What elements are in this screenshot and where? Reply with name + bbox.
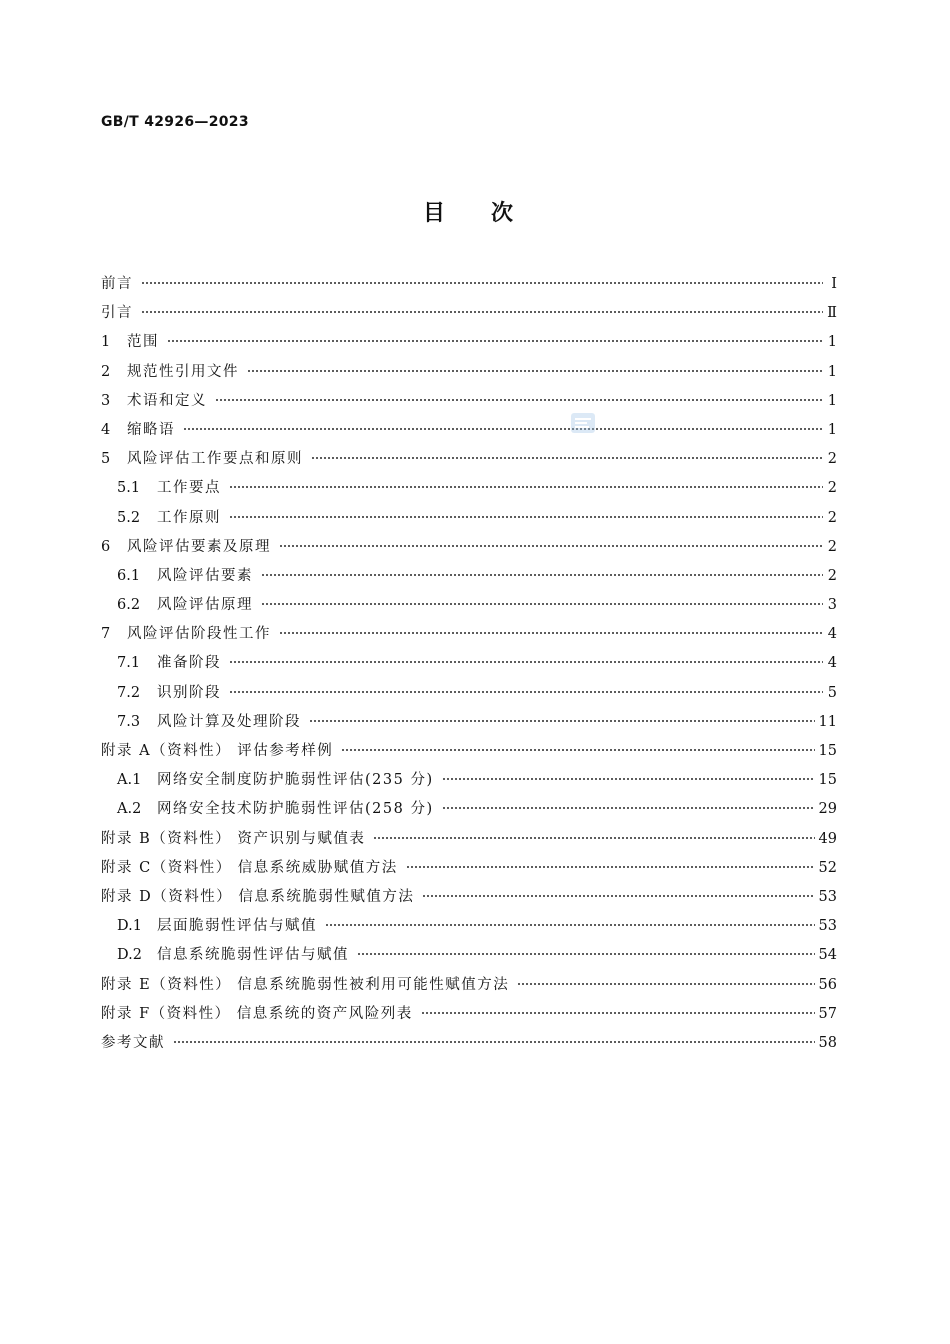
dot-leader [141,282,823,284]
toc-entry-number: 2 [101,363,111,380]
toc-entry-label: 缩略语 [127,421,175,438]
toc-entry-label: 风险计算及处理阶段 [157,713,301,730]
toc-entry-label: 层面脆弱性评估与赋值 [157,918,317,935]
toc-entry[interactable] [101,418,837,447]
toc-entry-page: 2 [827,451,837,468]
toc-entry-label: 准备阶段 [157,655,221,672]
toc-entry-label: 附录 C（资料性） 信息系统威胁赋值方法 [101,859,398,876]
table-of-contents [101,272,837,1060]
toc-entry-page: 54 [818,947,837,964]
toc-entry-label: 风险评估要素 [157,567,253,584]
toc-entry-page: 52 [818,859,837,876]
toc-entry-number: 5.1 [117,480,141,497]
toc-entry-number: 6 [101,538,111,555]
toc-entry-page: Ⅱ [827,305,837,322]
toc-entry-number: 7.2 [117,684,141,701]
toc-entry-label: 参考文献 [101,1034,165,1051]
toc-entry-label: 附录 D（资料性） 信息系统脆弱性赋值方法 [101,888,415,905]
toc-entry-number: A.1 [117,772,142,789]
toc-entry[interactable] [101,856,837,885]
toc-entry-label: 识别阶段 [157,684,221,701]
toc-entry-page: 1 [827,392,837,409]
toc-entry[interactable] [101,914,837,943]
toc-entry-label: 风险评估要素及原理 [127,538,271,555]
dot-leader [442,778,815,780]
toc-entry-page: 1 [827,334,837,351]
toc-entry[interactable] [101,943,837,972]
dot-leader [325,924,815,926]
toc-entry-number: 5.2 [117,509,141,526]
standard-number: GB/T 42926—2023 [101,114,249,130]
toc-entry[interactable] [101,389,837,418]
dot-leader [229,661,823,663]
toc-entry[interactable] [101,360,837,389]
toc-entry-number: D.2 [117,947,142,964]
toc-entry-label: 规范性引用文件 [127,363,239,380]
toc-entry-number: D.1 [117,918,142,935]
dot-leader [309,720,815,722]
toc-entry-page: 3 [827,597,837,614]
toc-entry[interactable] [101,739,837,768]
toc-entry[interactable] [101,447,837,476]
toc-entry-page: 2 [827,538,837,555]
dot-leader [229,691,823,693]
toc-entry-page: 2 [827,480,837,497]
toc-entry-label: 工作要点 [157,480,221,497]
toc-entry-number: A.2 [117,801,142,818]
dot-leader [406,866,815,868]
toc-entry-number: 7 [101,626,111,643]
toc-entry-label: 网络安全技术防护脆弱性评估(258 分) [157,801,434,818]
dot-leader [517,983,814,985]
toc-entry-page: 53 [818,918,837,935]
toc-entry-label: 工作原则 [157,509,221,526]
dot-leader [183,428,823,430]
dot-leader [421,1012,815,1014]
toc-entry-page: 56 [818,976,837,993]
dot-leader [141,311,823,313]
toc-entry-page: 53 [818,888,837,905]
toc-entry-page: 29 [818,801,837,818]
toc-entry[interactable] [101,827,837,856]
toc-entry-label: 附录 A（资料性） 评估参考样例 [101,743,334,759]
dot-leader [229,516,823,518]
dot-leader [311,457,823,459]
toc-entry[interactable] [101,272,837,301]
toc-entry[interactable] [101,797,837,826]
toc-entry[interactable] [101,768,837,797]
toc-entry-page: 11 [818,713,837,730]
dot-leader [279,632,823,634]
toc-entry[interactable] [101,710,837,739]
toc-entry-label: 信息系统脆弱性评估与赋值 [157,947,349,964]
toc-entry[interactable] [101,681,837,710]
dot-leader [261,574,823,576]
toc-entry[interactable] [101,301,837,330]
toc-entry-label: 前言 [101,276,133,292]
toc-entry[interactable] [101,593,837,622]
toc-entry-label: 附录 B（资料性） 资产识别与赋值表 [101,830,366,847]
dot-leader [261,603,823,605]
toc-entry-page: 57 [818,1005,837,1022]
toc-entry-label: 引言 [101,305,133,322]
toc-entry-number: 4 [101,421,111,438]
toc-entry-page: 49 [818,830,837,847]
toc-entry-page: 15 [818,743,837,759]
toc-entry-number: 1 [101,334,111,351]
toc-entry-label: 附录 E（资料性） 信息系统脆弱性被利用可能性赋值方法 [101,976,510,993]
toc-entry-label: 风险评估阶段性工作 [127,626,271,643]
toc-entry[interactable] [101,535,837,564]
watermark-logo-icon [570,411,596,435]
toc-entry-label: 风险评估原理 [157,597,253,614]
toc-entry[interactable] [101,973,837,1002]
toc-entry-page: 2 [827,509,837,526]
toc-entry-label: 风险评估工作要点和原则 [127,451,303,468]
toc-entry[interactable] [101,651,837,680]
toc-entry-page: 2 [827,567,837,584]
toc-entry-number: 6.2 [117,597,141,614]
toc-entry-number: 3 [101,392,111,409]
toc-entry-page: 15 [818,772,837,789]
toc-entry[interactable] [101,885,837,914]
toc-entry-page: 58 [818,1034,837,1051]
toc-entry[interactable] [101,476,837,505]
dot-leader [341,749,814,751]
toc-entry[interactable] [101,1002,837,1031]
dot-leader [373,837,814,839]
toc-entry-number: 5 [101,451,111,468]
toc-entry[interactable] [101,330,837,359]
toc-entry[interactable] [101,622,837,651]
toc-entry-label: 附录 F（资料性） 信息系统的资产风险列表 [101,1005,413,1022]
toc-entry-page: 4 [827,626,837,643]
dot-leader [247,370,823,372]
dot-leader [442,807,815,809]
toc-entry-label: 范围 [127,334,159,351]
toc-entry-page: Ⅰ [831,276,837,292]
dot-leader [215,399,823,401]
toc-entry-page: 5 [827,684,837,701]
page-title: 目次 [422,201,559,226]
toc-entry[interactable] [101,1031,837,1060]
toc-entry-label: 术语和定义 [127,392,207,409]
toc-entry[interactable] [101,564,837,593]
toc-entry-label: 网络安全制度防护脆弱性评估(235 分) [157,772,434,789]
dot-leader [279,545,823,547]
dot-leader [173,1041,815,1043]
dot-leader [229,486,823,488]
toc-entry-number: 6.1 [117,567,141,584]
dot-leader [167,340,823,342]
toc-entry-page: 1 [827,421,837,438]
dot-leader [422,895,814,897]
toc-entry-page: 4 [827,655,837,672]
dot-leader [357,953,815,955]
toc-entry-page: 1 [827,363,837,380]
toc-entry-number: 7.1 [117,655,141,672]
toc-entry[interactable] [101,506,837,535]
toc-entry-number: 7.3 [117,713,141,730]
